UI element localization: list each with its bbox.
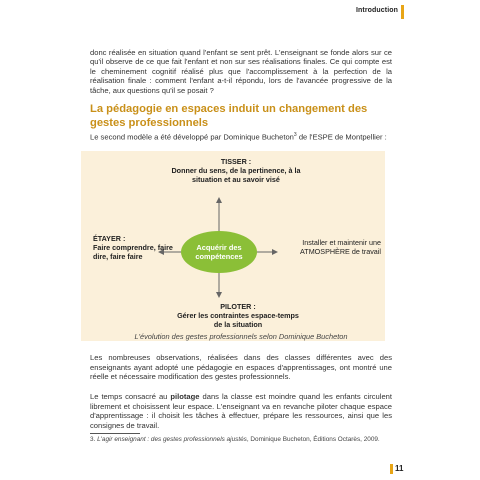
pilotage-bold: pilotage [170,392,200,401]
tisser-keyword: TISSER : [220,157,252,166]
etayer-text: Faire comprendre, faire dire, faire faire [93,243,173,261]
observations-paragraph: Les nombreuses observations, réalisées dans des classes différentes avec des enseignants ayant adopté une pédagogie en espaces d'apprentissages, ont montré une réelle et nécessaire modification des gestes professionnels. [90,353,392,382]
footnote-rest: , Dominique Bucheton, Éditions Octarès, 2009. [246,436,380,443]
page-header [334,5,404,21]
diagram-caption: L'évolution des gestes professionnels selon Dominique Bucheton [134,332,348,341]
lead-tail: de l'ESPE de Montpellier : [296,132,387,142]
diagram-right-label [277,238,381,256]
diagram-bottom-label [173,302,303,329]
page-number-marker [390,464,393,474]
page-number-value: 11 [395,464,404,473]
gestures-diagram [81,151,385,341]
pilotage-after: dans la classe est moindre quand les enfants circulent librement et choisissent leur espace. L'enseignant va en revanche piloter chaque espace d'apprentissage : il choisit les tâches à effectuer, prépare les ressources, ainsi que les consignes de travail. [90,392,392,430]
footnote-ref: 3 [293,132,297,138]
piloter-keyword: PILOTER : [220,302,256,311]
diagram-top-label [171,157,301,184]
pilotage-paragraph [90,392,392,430]
footnote [90,436,392,444]
footnote-title: L'agir enseignant : des gestes professionnels ajustés [97,436,247,443]
etayer-keyword: ÉTAYER : [93,234,126,243]
tisser-text: Donner du sens, de la pertinence, à la situation et au savoir visé [171,166,301,184]
diagram-center-label: Acquérir des compétences [195,243,243,261]
header-marker [401,5,404,19]
section-heading: La pédagogie en espaces induit un changement des gestes professionnels [90,103,368,129]
intro-paragraph: donc réalisée en situation quand l'enfant se sent prêt. L'enseignant se fonde alors sur ce qu'il observe de ce que fait l'enfant et non sur ses réalisations finales. Ce qui compte est le cheminement cognitif réalisé plus que l'accomplissement à la perfection de la réalisation finale : comment l'enfant a-t-il répondu, lors de l'avancée progressive de la tâche, aux questions qu'il se posait ? [90,47,392,95]
section-label: Introduction [355,7,398,14]
footnote-rule [90,433,140,434]
footnote-number: 3. [90,436,96,443]
diagram-left-label [93,234,183,261]
atmosphere-text: Installer et maintenir une ATMOSPHÈRE de travail [300,238,381,256]
lead-paragraph [90,131,392,142]
pilotage-before: Le temps consacré au [90,392,171,401]
piloter-text: Gérer les contraintes espace-temps de la situation [177,311,299,329]
page-number [390,464,403,474]
lead-text: Le second modèle a été développé par Dominique Bucheton [90,132,294,142]
